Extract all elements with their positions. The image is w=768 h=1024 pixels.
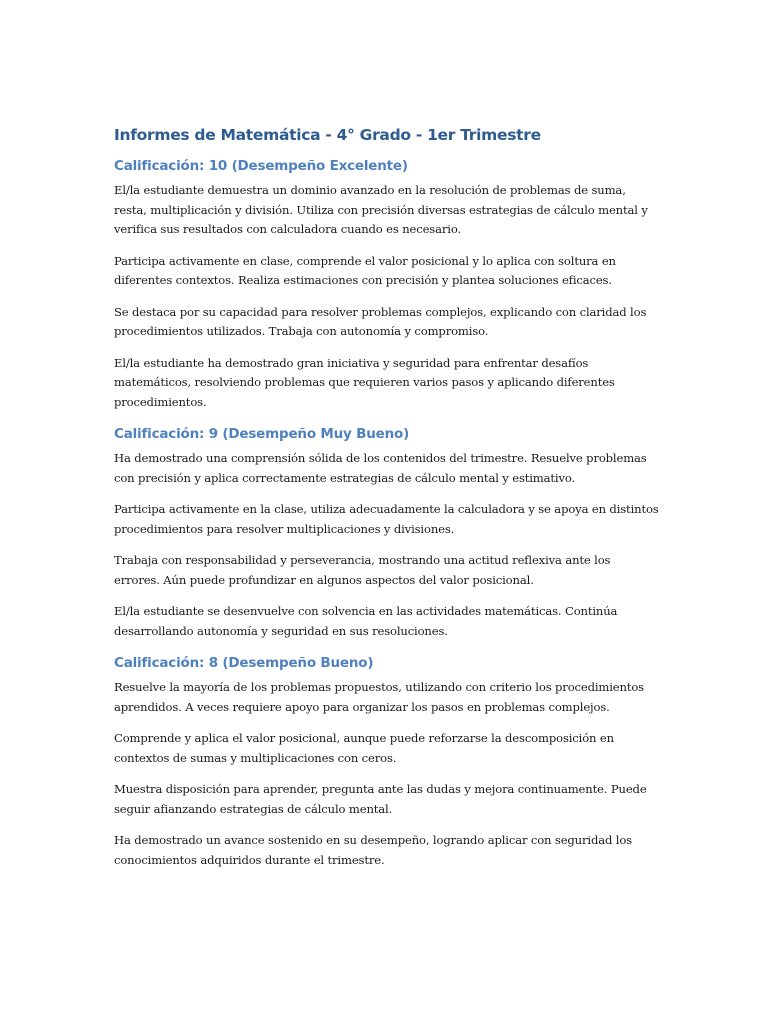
paragraph: Ha demostrado una comprensión sólida de los contenidos del trimestre. Resuelve problemas con precisión y aplica correctamente estrategias de cálculo mental y estimativo.	[114, 451, 647, 485]
paragraph: El/la estudiante ha demostrado gran iniciativa y seguridad para enfrentar desafíos matemáticos, resolviendo problemas que requieren varios pasos y aplicando diferentes procedimientos.	[114, 355, 615, 409]
paragraph: Participa activamente en clase, comprende el valor posicional y lo aplica con soltura en diferentes contextos. Realiza estimaciones con precisión y plantea soluciones eficaces.	[114, 253, 616, 287]
section-heading: Calificación: 8 (Desempeño Bueno)	[114, 655, 374, 671]
section-grade-9	[114, 424, 659, 641]
paragraph: Participa activamente en la clase, utiliza adecuadamente la calculadora y se apoya en distintos procedimientos para resolver multiplicaciones y divisiones.	[114, 502, 659, 536]
paragraph: El/la estudiante se desenvuelve con solvencia en las actividades matemáticas. Continúa desarrollando autonomía y seguridad en sus resoluciones.	[114, 604, 618, 638]
paragraph: Se destaca por su capacidad para resolver problemas complejos, explicando con claridad los procedimientos utilizados. Trabaja con autonomía y compromiso.	[114, 304, 647, 338]
document-content	[114, 124, 659, 882]
section-heading: Calificación: 10 (Desempeño Excelente)	[114, 158, 408, 174]
section-grade-8	[114, 653, 659, 870]
paragraph: Muestra disposición para aprender, pregunta ante las dudas y mejora continuamente. Puede seguir afianzando estrategias de cálculo mental.	[114, 782, 647, 816]
section-grade-10	[114, 156, 659, 412]
paragraph: Comprende y aplica el valor posicional, aunque puede reforzarse la descomposición en contextos de sumas y multiplicaciones con ceros.	[114, 731, 614, 765]
document-title: Informes de Matemática - 4° Grado - 1er Trimestre	[114, 126, 541, 144]
paragraph: Trabaja con responsabilidad y perseverancia, mostrando una actitud reflexiva ante los errores. Aún puede profundizar en algunos aspectos del valor posicional.	[114, 553, 611, 587]
paragraph: Resuelve la mayoría de los problemas propuestos, utilizando con criterio los procedimientos aprendidos. A veces requiere apoyo para organizar los pasos en problemas complejos.	[114, 680, 644, 714]
section-heading: Calificación: 9 (Desempeño Muy Bueno)	[114, 426, 410, 442]
paragraph: El/la estudiante demuestra un dominio avanzado en la resolución de problemas de suma, resta, multiplicación y división. Utiliza con precisión diversas estrategias de cálculo mental y verifica sus resultados con calculadora cuando es necesario.	[114, 183, 648, 236]
paragraph: Ha demostrado un avance sostenido en su desempeño, logrando aplicar con seguridad los conocimientos adquiridos durante el trimestre.	[114, 833, 632, 867]
